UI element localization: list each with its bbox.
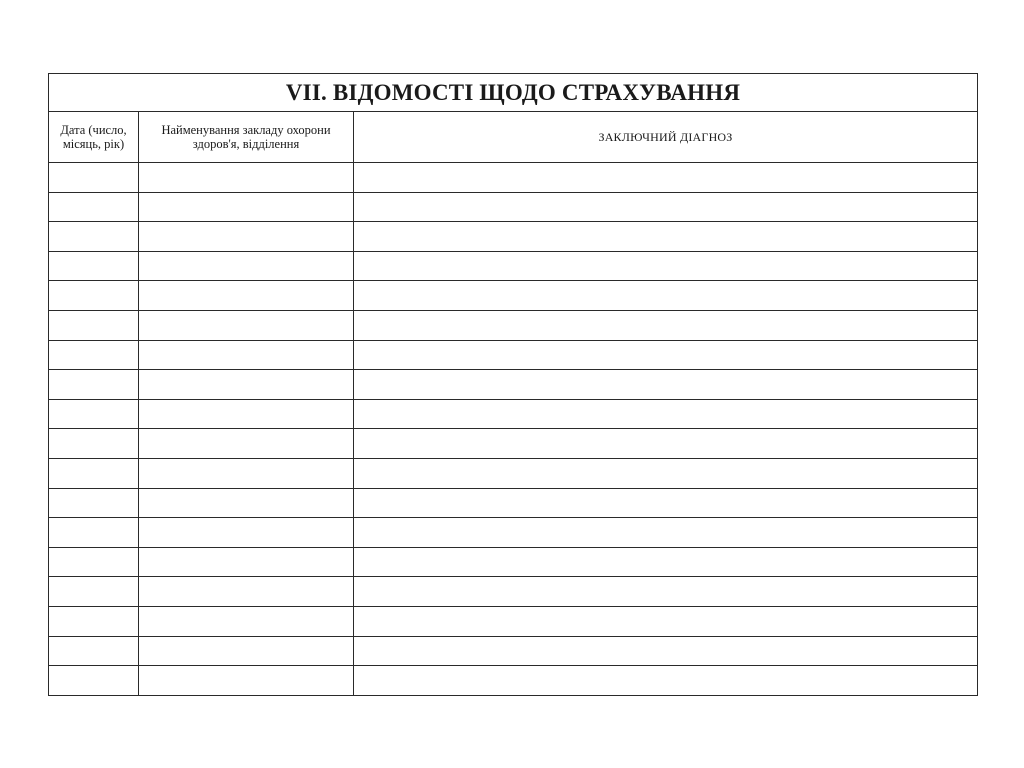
- date-cell[interactable]: [49, 606, 139, 636]
- date-cell[interactable]: [49, 577, 139, 607]
- institution-cell[interactable]: [139, 666, 354, 696]
- table-row: [49, 163, 978, 193]
- table-row: [49, 518, 978, 548]
- date-cell[interactable]: [49, 488, 139, 518]
- institution-cell[interactable]: [139, 310, 354, 340]
- diagnosis-cell[interactable]: [354, 666, 978, 696]
- table-row: [49, 399, 978, 429]
- institution-cell[interactable]: [139, 488, 354, 518]
- institution-cell[interactable]: [139, 222, 354, 252]
- diagnosis-cell[interactable]: [354, 458, 978, 488]
- diagnosis-cell[interactable]: [354, 606, 978, 636]
- diagnosis-cell[interactable]: [354, 340, 978, 370]
- diagnosis-cell[interactable]: [354, 222, 978, 252]
- table-row: [49, 222, 978, 252]
- date-cell[interactable]: [49, 281, 139, 311]
- column-header-diagnosis-label: ЗАКЛЮЧНИЙ ДІАГНОЗ: [598, 130, 733, 144]
- table-row: [49, 251, 978, 281]
- table-row: [49, 340, 978, 370]
- institution-cell[interactable]: [139, 636, 354, 666]
- date-cell[interactable]: [49, 222, 139, 252]
- institution-cell[interactable]: [139, 606, 354, 636]
- table-row: [49, 577, 978, 607]
- diagnosis-cell[interactable]: [354, 192, 978, 222]
- institution-cell[interactable]: [139, 518, 354, 548]
- table-body: [49, 163, 978, 696]
- column-header-diagnosis: [354, 112, 978, 163]
- diagnosis-cell[interactable]: [354, 163, 978, 193]
- date-cell[interactable]: [49, 666, 139, 696]
- date-cell[interactable]: [49, 429, 139, 459]
- table-row: [49, 666, 978, 696]
- date-cell[interactable]: [49, 458, 139, 488]
- diagnosis-cell[interactable]: [354, 251, 978, 281]
- table-row: [49, 547, 978, 577]
- institution-cell[interactable]: [139, 340, 354, 370]
- diagnosis-cell[interactable]: [354, 636, 978, 666]
- diagnosis-cell[interactable]: [354, 547, 978, 577]
- diagnosis-cell[interactable]: [354, 281, 978, 311]
- title-row: [49, 74, 978, 112]
- insurance-form: [48, 73, 977, 696]
- institution-cell[interactable]: [139, 399, 354, 429]
- diagnosis-cell[interactable]: [354, 488, 978, 518]
- table-row: [49, 636, 978, 666]
- table-row: [49, 429, 978, 459]
- column-header-date: [49, 112, 139, 163]
- date-cell[interactable]: [49, 547, 139, 577]
- institution-cell[interactable]: [139, 192, 354, 222]
- table-row: [49, 310, 978, 340]
- table-row: [49, 488, 978, 518]
- institution-cell[interactable]: [139, 458, 354, 488]
- institution-cell[interactable]: [139, 577, 354, 607]
- date-cell[interactable]: [49, 340, 139, 370]
- diagnosis-cell[interactable]: [354, 518, 978, 548]
- date-cell[interactable]: [49, 370, 139, 400]
- date-cell[interactable]: [49, 163, 139, 193]
- diagnosis-cell[interactable]: [354, 577, 978, 607]
- institution-cell[interactable]: [139, 547, 354, 577]
- header-row: [49, 112, 978, 163]
- institution-cell[interactable]: [139, 370, 354, 400]
- institution-cell[interactable]: [139, 281, 354, 311]
- diagnosis-cell[interactable]: [354, 399, 978, 429]
- form-title: VII. ВІДОМОСТІ ЩОДО СТРАХУВАННЯ: [49, 74, 978, 112]
- table-row: [49, 458, 978, 488]
- table-row: [49, 370, 978, 400]
- date-cell[interactable]: [49, 251, 139, 281]
- column-header-institution-label: Найменування закладу охорони здоров'я, відділення: [161, 123, 331, 151]
- diagnosis-cell[interactable]: [354, 429, 978, 459]
- column-header-institution: [139, 112, 354, 163]
- column-header-date-label: Дата (число, місяць, рік): [60, 123, 127, 151]
- institution-cell[interactable]: [139, 251, 354, 281]
- table-row: [49, 606, 978, 636]
- table-row: [49, 281, 978, 311]
- diagnosis-cell[interactable]: [354, 310, 978, 340]
- date-cell[interactable]: [49, 518, 139, 548]
- institution-cell[interactable]: [139, 163, 354, 193]
- diagnosis-cell[interactable]: [354, 370, 978, 400]
- insurance-table: [48, 73, 978, 696]
- institution-cell[interactable]: [139, 429, 354, 459]
- date-cell[interactable]: [49, 636, 139, 666]
- date-cell[interactable]: [49, 192, 139, 222]
- table-row: [49, 192, 978, 222]
- date-cell[interactable]: [49, 310, 139, 340]
- date-cell[interactable]: [49, 399, 139, 429]
